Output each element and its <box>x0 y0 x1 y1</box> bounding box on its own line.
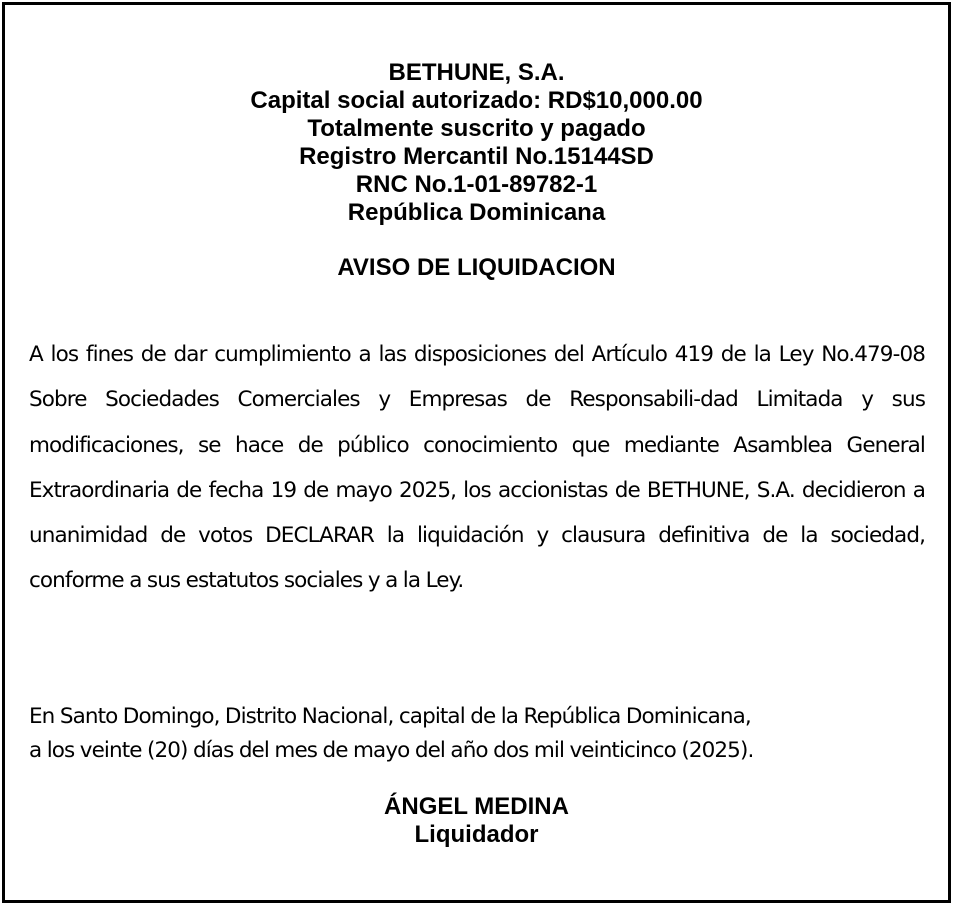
signature-block <box>5 793 948 849</box>
signer-role: Liquidador <box>414 821 539 848</box>
notice-body: A los fines de dar cumplimiento a las disposiciones del Artículo 419 de la Ley No.479-08 Sobre Sociedades Comerciales y Empresas de Responsabili-dad Limitada y sus modificaciones, se hace de público conocimiento que mediante Asamblea General Extraordinaria de fecha 19 de mayo 2025, los accionistas de BETHUNE, S.A. decidieron a unanimidad de votos DECLARAR la liquidación y clausura definitiva de la sociedad, conforme a sus estatutos sociales y a la Ley. <box>29 342 925 594</box>
notice-title: AVISO DE LIQUIDACION <box>337 254 616 281</box>
mercantile-registry: Registro Mercantil No.15144SD <box>299 143 654 170</box>
closing-paragraph <box>29 700 925 768</box>
signer-name: ÁNGEL MEDINA <box>384 793 569 820</box>
subscription-status: Totalmente suscrito y pagado <box>307 115 646 142</box>
closing-line-1: En Santo Domingo, Distrito Nacional, capital de la República Dominicana, <box>29 704 751 729</box>
country: República Dominicana <box>347 199 606 226</box>
company-header <box>5 59 948 227</box>
closing-line-2: a los veinte (20) días del mes de mayo del año dos mil veinticinco (2025). <box>29 738 754 763</box>
notice-frame <box>2 2 951 903</box>
authorized-capital: Capital social autorizado: RD$10,000.00 <box>250 87 703 114</box>
company-name: BETHUNE, S.A. <box>388 59 565 86</box>
rnc-number: RNC No.1-01-89782-1 <box>355 171 598 198</box>
